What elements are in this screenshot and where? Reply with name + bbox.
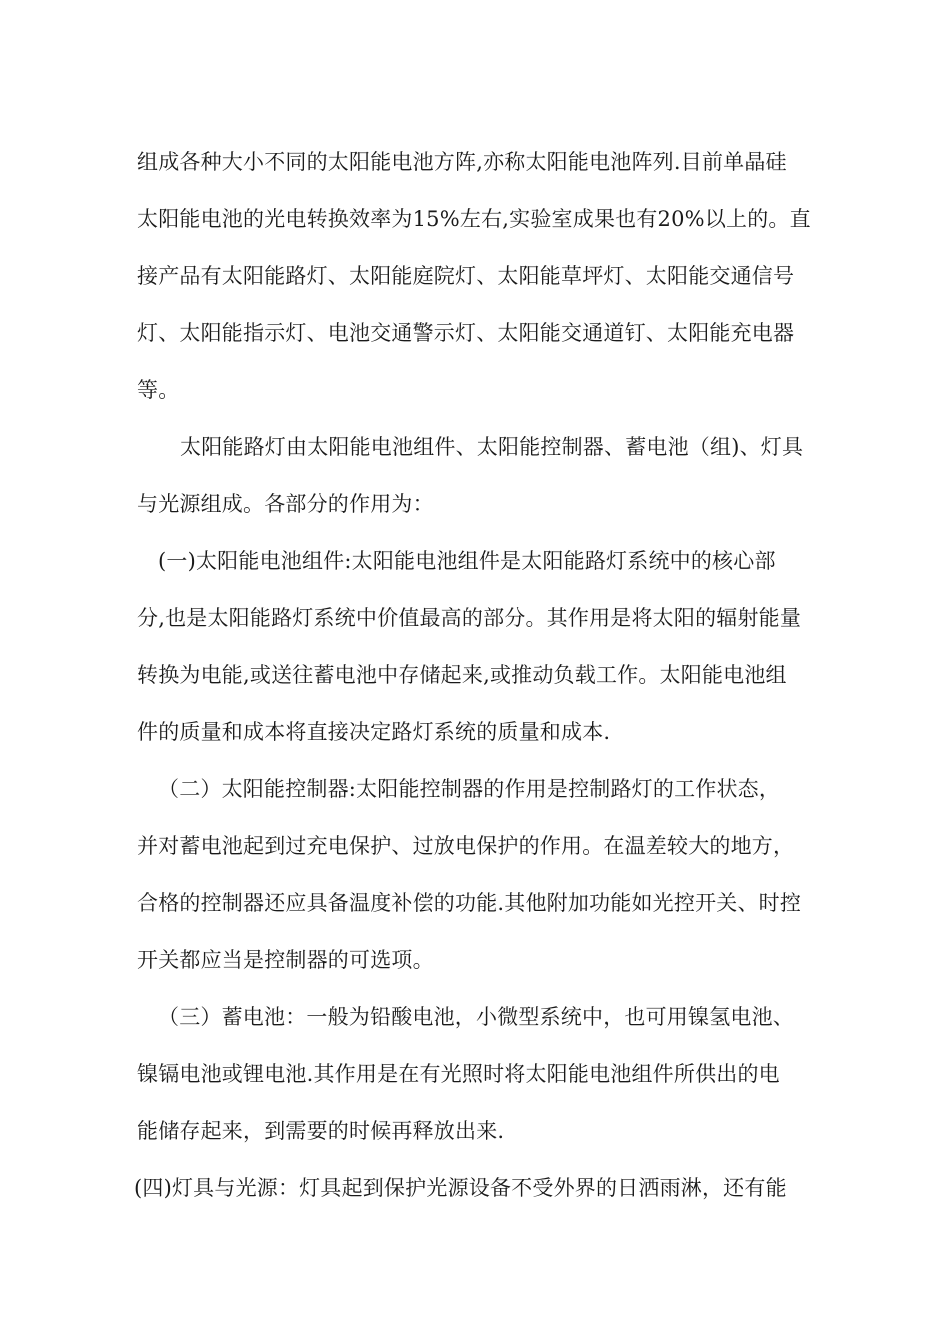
text-line: 组成各种大小不同的太阳能电池方阵,亦称太阳能电池阵列.目前单晶硅 — [137, 150, 787, 174]
text-line: 合格的控制器还应具备温度补偿的功能.其他附加功能如光控开关、时控 — [137, 891, 802, 915]
text-line: 转换为电能,或送往蓄电池中存储起来,或推动负载工作。太阳能电池组 — [137, 663, 787, 687]
text-line: 能储存起来，到需要的时候再释放出来. — [137, 1119, 505, 1143]
text-line: 等。 — [137, 378, 180, 402]
text-line: （二）太阳能控制器:太阳能控制器的作用是控制路灯的工作状态， — [158, 777, 781, 801]
text-line: （三）蓄电池：一般为铅酸电池，小微型系统中，也可用镍氢电池、 — [158, 1005, 794, 1029]
text-line: 太阳能电池的光电转换效率为15%左右,实验室成果也有20%以上的。直 — [137, 207, 811, 231]
text-line: 并对蓄电池起到过充电保护、过放电保护的作用。在温差较大的地方， — [137, 834, 795, 858]
text-line: 分,也是太阳能路灯系统中价值最高的部分。其作用是将太阳的辐射能量 — [137, 606, 802, 630]
text-line: 与光源组成。各部分的作用为： — [137, 492, 434, 516]
text-line: (一)太阳能电池组件:太阳能电池组件是太阳能路灯系统中的核心部 — [158, 549, 776, 573]
text-line: 镍镉电池或锂电池.其作用是在有光照时将太阳能电池组件所供出的电 — [137, 1062, 780, 1086]
text-line: 接产品有太阳能路灯、太阳能庭院灯、太阳能草坪灯、太阳能交通信号 — [137, 264, 795, 288]
text-line: 开关都应当是控制器的可选项。 — [137, 948, 434, 972]
text-line: 件的质量和成本将直接决定路灯系统的质量和成本. — [137, 720, 611, 744]
text-line: 灯、太阳能指示灯、电池交通警示灯、太阳能交通道钉、太阳能充电器 — [137, 321, 795, 345]
text-line: 太阳能路灯由太阳能电池组件、太阳能控制器、蓄电池（组)、灯具 — [180, 435, 804, 459]
text-line: (四)灯具与光源：灯具起到保护光源设备不受外界的日洒雨淋，还有能 — [134, 1176, 787, 1200]
